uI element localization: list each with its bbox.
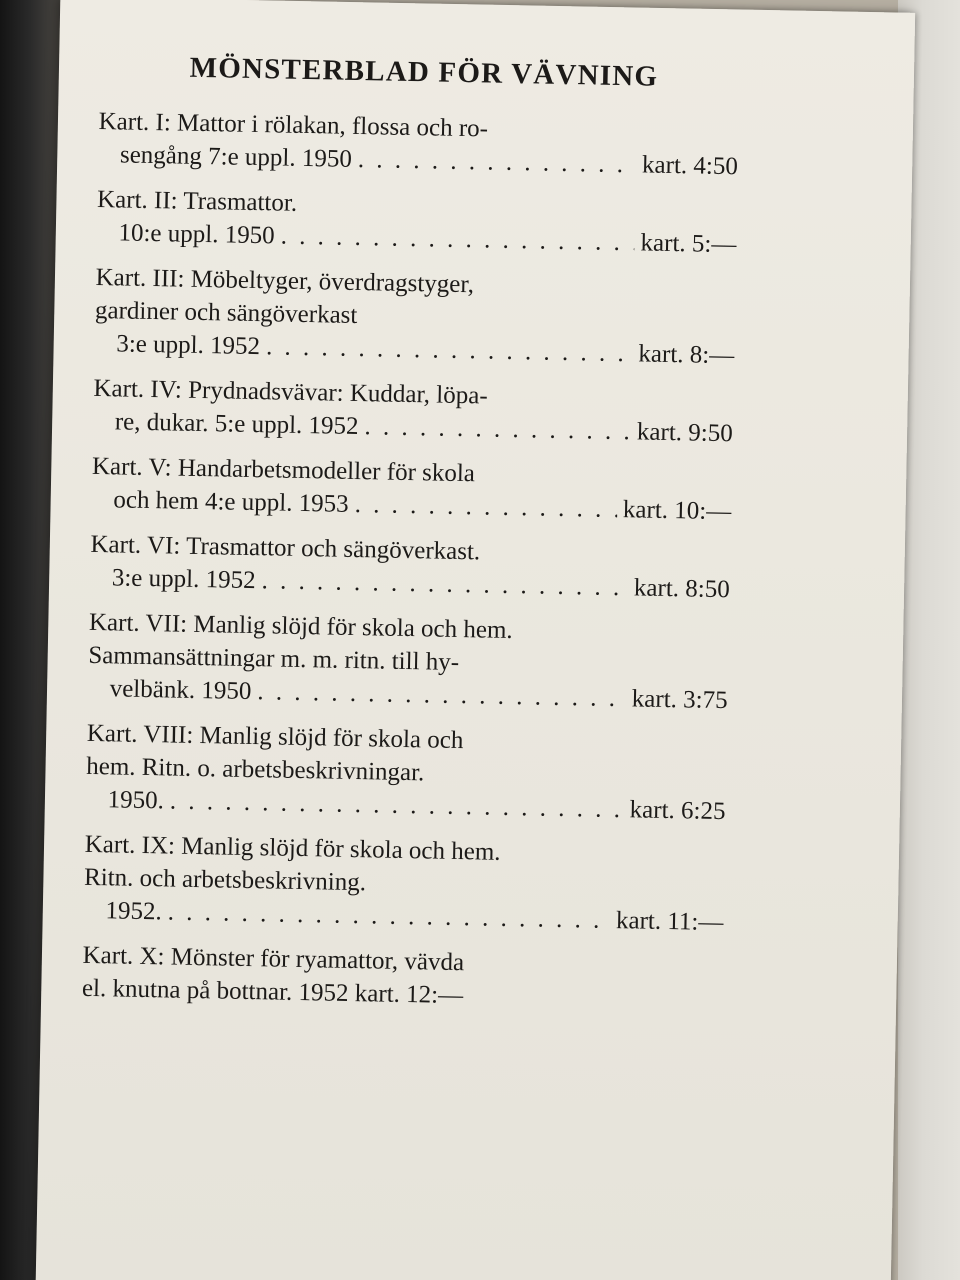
entry-text: hem. Ritn. o. arbetsbeskrivningar. [85,752,425,787]
list-item [82,939,723,1017]
edition-text: och hem 4:e uppl. 1953 [113,486,349,518]
entry-text: Kart. VIII: Manlig slöjd för skola och [86,719,464,755]
leader-dots [364,410,631,448]
leader-dots [261,564,628,604]
edition-text: 3:e uppl. 1952 [116,330,261,361]
price: kart. 4:50 [641,151,739,181]
price: kart. 3:75 [631,685,728,715]
list-item [90,528,731,606]
price: kart. 11:— [615,907,724,937]
leader-dots [354,488,617,526]
edition-text: 1950. [107,786,165,815]
page-title: MÖNSTERBLAD FÖR VÄVNING [189,51,659,93]
price: kart. 5:— [640,229,737,259]
entry-text: Kart. V: Handarbetsmodeller för skola [91,452,476,488]
entry-text: Ritn. och arbetsbeskrivning. [83,863,367,897]
edition-text: sengång 7:e uppl. 1950 [119,141,353,173]
edition-text: 10:e uppl. 1950 [118,219,275,250]
list-item [91,450,732,528]
edition-text: velbänk. 1950 [109,675,252,706]
edition-text: 3:e uppl. 1952 [111,564,256,595]
leader-dots [280,220,634,260]
entry-text: Kart. III: Möbeltyger, överdragstyger, [95,263,475,299]
leader-dots [358,143,637,181]
entry-text: el. knutna på bottnar. 1952 kart. 12:— [81,974,464,1010]
price: kart. 10:— [622,496,732,526]
entry-text: Kart. VII: Manlig slöjd för skola och hem. [88,608,513,645]
entry-text: Kart. VI: Trasmattor och sängöverkast. [90,530,481,566]
list-item [83,828,725,939]
leader-dots [257,675,626,715]
list-item [96,183,737,261]
price: kart. 9:50 [636,418,734,448]
edition-text: re, dukar. 5:e uppl. 1952 [114,408,359,441]
entry-text: gardiner och sängöverkast [94,296,358,329]
page-content [81,50,739,1029]
edition-text: 1952. [105,897,162,926]
entry-text: Kart. I: Mattor i rölakan, flossa och ro- [98,107,489,143]
list-item [85,717,727,828]
entry-text: Kart. II: Trasmattor. [96,185,298,217]
price: kart. 8:— [638,340,735,370]
list-item [87,606,729,717]
entry-text: Kart. IV: Prydnadsvävar: Kuddar, löpa- [93,374,488,410]
entry-text: Sammansättningar m. m. ritn. till hy- [88,641,460,677]
leader-dots [266,330,633,370]
entry-text: Kart. X: Mönster för ryamattor, vävda [82,941,465,977]
price: kart. 8:50 [633,574,731,604]
entry-text: Kart. IX: Manlig slöjd för skola och hem. [84,830,501,866]
list-item [94,261,736,372]
list-item [93,372,734,450]
list-item [98,105,739,183]
price: kart. 6:25 [629,796,726,826]
